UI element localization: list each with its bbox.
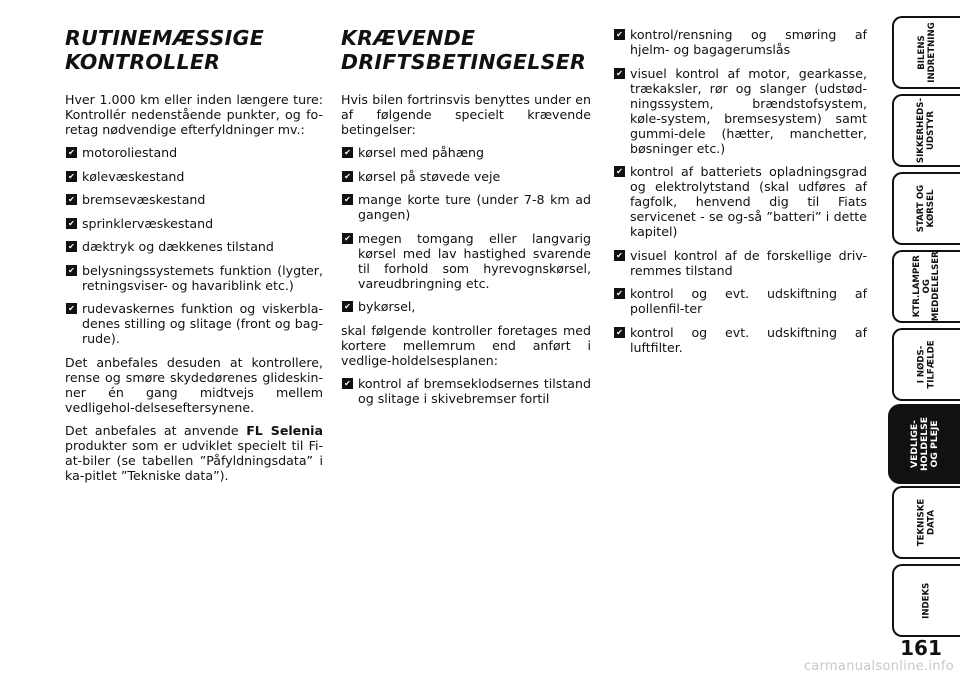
checkbox-icon — [614, 327, 625, 338]
tab-i-nodstilfaelde[interactable]: I NØDS- TILFÆLDE — [892, 328, 960, 401]
checkbox-icon — [342, 378, 353, 389]
checkbox-icon — [342, 233, 353, 244]
checklist-item: ✔ kørsel med påhæng — [341, 145, 591, 160]
tab-kontrollamper[interactable]: KTR.LAMPER OG MEDDELELSER — [892, 250, 960, 323]
checklist-item: ✔ bykørsel, — [341, 299, 591, 314]
checkbox-icon — [342, 301, 353, 312]
checklist-item: ✔ belysningssystemets funktion (lygter, retningsviser- og havariblink etc.) — [65, 263, 323, 293]
tab-indeks[interactable]: INDEKS — [892, 564, 960, 637]
heading-line: KRÆVENDE — [341, 26, 476, 50]
checklist-item: ✔ kontrol og evt. udskiftning af luftfilter. — [613, 325, 867, 355]
checklist — [613, 27, 867, 355]
checklist-item: ✔ kølevæskestand — [65, 169, 323, 184]
section-heading-demanding — [341, 26, 591, 74]
checkbox-icon — [66, 218, 77, 229]
paragraph: Det anbefales desuden at kontrollere, rense og smøre skydedørenes glideskin-ner én gang midtvejs mellem vedligehol-delseseftersynene. — [65, 354, 323, 415]
checkbox-icon — [614, 166, 625, 177]
checkbox-icon — [614, 250, 625, 261]
checklist-item: ✔ motoroliestand — [65, 145, 323, 160]
checklist-item: ✔ kontrol af bremseklodsernes tilstand og slitage i skivebremser fortil — [341, 376, 591, 406]
checkbox-icon — [614, 29, 625, 40]
tab-start-og-korsel[interactable]: START OG KØRSEL — [892, 172, 960, 245]
product-name: FL Selenia — [246, 422, 323, 438]
watermark: carmanualsonline.info — [803, 659, 954, 674]
checkbox-icon — [66, 265, 77, 276]
checkbox-icon — [614, 288, 625, 299]
checklist — [65, 145, 323, 346]
tab-bilens-indretning[interactable]: BILENS INDRETNING — [892, 16, 960, 89]
checklist-item: ✔ kontrol af batteriets opladningsgrad og elektrolytstand (skal udføres af fagfolk, henvend dig til Fiats servicenet - se og-så ”batteri” i dette kapitel) — [613, 164, 867, 239]
checkbox-icon — [342, 194, 353, 205]
column-continued-checks — [613, 27, 867, 363]
page-number: 161 — [900, 636, 942, 660]
checklist-item: ✔ dæktryk og dækkenes tilstand — [65, 239, 323, 254]
tab-tekniske-data[interactable]: TEKNISKE DATA — [892, 486, 960, 559]
checklist — [341, 145, 591, 314]
checklist-item: ✔ sprinklervæskestand — [65, 216, 323, 231]
checklist-item: ✔ bremsevæskestand — [65, 192, 323, 207]
checkbox-icon — [66, 241, 77, 252]
intro-paragraph: Hvis bilen fortrinsvis benyttes under en af følgende specielt krævende betingelser: — [341, 92, 591, 137]
intro-paragraph: Hver 1.000 km eller inden længere ture: Kontrollér nedenstående punkter, og fo-retag nødvendige efterfyldninger mv.: — [65, 92, 323, 137]
paragraph: Det anbefales at anvende FL Selenia produkter som er udviklet specielt til Fi-at-biler (se tabellen ”Påfyldningsdata” i ka-pitlet ”Tekniske data”). — [65, 422, 323, 483]
checklist-item: ✔ visuel kontrol af motor, gearkasse, trækaksler, rør og slanger (udstød-ningssystem, brændstofsystem, køle-system, bremsesystem) samt gummi-dele (hætter, manchetter, bøsninger etc.) — [613, 66, 867, 156]
checkbox-icon — [66, 303, 77, 314]
checklist-item: ✔ megen tomgang eller langvarig kørsel med lav hastighed svarende til forhold som hyrevognskørsel, vareudbringning etc. — [341, 231, 591, 291]
checklist-item: ✔ kontrol og evt. udskiftning af pollenfil-ter — [613, 286, 867, 316]
checkbox-icon — [66, 147, 77, 158]
checkbox-icon — [342, 147, 353, 158]
checkbox-icon — [66, 171, 77, 182]
checkbox-icon — [66, 194, 77, 205]
checkbox-icon — [614, 68, 625, 79]
heading-line: RUTINEMÆSSIGE — [65, 26, 265, 50]
checklist — [341, 376, 591, 406]
checkbox-icon — [342, 171, 353, 182]
column-demanding-conditions — [341, 26, 591, 414]
paragraph: skal følgende kontroller foretages med kortere mellemrum end anført i vedlige-holdelsesplanen: — [341, 322, 591, 368]
heading-line: DRIFTSBETINGELSER — [341, 50, 587, 74]
checklist-item: ✔ mange korte ture (under 7-8 km ad gangen) — [341, 192, 591, 222]
section-heading-routine — [65, 26, 323, 74]
checklist-item: ✔ visuel kontrol af de forskellige driv-remmes tilstand — [613, 248, 867, 278]
checklist-item: ✔ rudevaskernes funktion og viskerbla-denes stilling og slitage (front og bag-rude). — [65, 301, 323, 346]
tab-vedligeholdelse[interactable]: VEDLIGE- HOLDELSE OG PLEJE — [888, 404, 960, 484]
heading-line: KONTROLLER — [65, 50, 221, 74]
column-routine-checks — [65, 26, 323, 491]
checklist-item: ✔ kontrol/rensning og smøring af hjelm- og bagagerumslås — [613, 27, 867, 57]
tab-sikkerhedsudstyr[interactable]: SIKKERHEDS- UDSTYR — [892, 94, 960, 167]
checklist-item: ✔ kørsel på støvede veje — [341, 169, 591, 184]
